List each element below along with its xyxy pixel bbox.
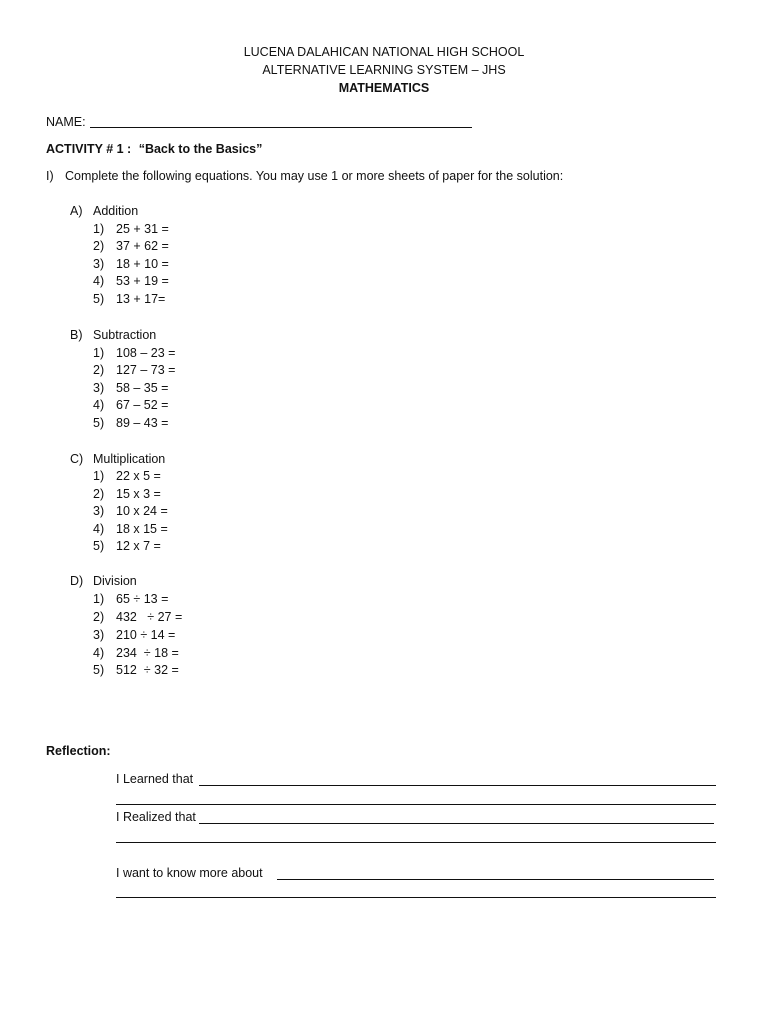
reflection-realized-line[interactable] [199,823,714,824]
reflection-want-more-label: I want to know more about [116,866,263,880]
item-number: 5) [93,539,105,553]
equation: 58 – 35 = [116,381,169,395]
section-letter: B) [70,328,83,342]
equation: 67 – 52 = [116,398,169,412]
equation: 15 x 3 = [116,487,161,501]
instruction-text: Complete the following equations. You may use 1 or more sheets of paper for the solution: [65,169,564,183]
equation: 432 ÷ 27 = [116,610,183,624]
equation: 127 – 73 = [116,363,176,377]
school-name: LUCENA DALAHICAN NATIONAL HIGH SCHOOL [243,45,525,59]
item-number: 4) [93,522,105,536]
activity-label [46,141,262,157]
equation: 210 ÷ 14 = [116,628,176,642]
name-label: NAME: [46,115,86,129]
section-letter: C) [70,452,84,466]
item-number: 1) [93,346,105,360]
reflection-want-more-line-2[interactable] [116,897,716,898]
reflection-learned-line[interactable] [199,785,716,786]
equation: 65 ÷ 13 = [116,592,169,606]
activity-title: “Back to the Basics” [138,142,263,156]
equation: 53 + 19 = [116,274,169,288]
item-number: 5) [93,663,105,677]
item-number: 2) [93,239,105,253]
reflection-learned-label: I Learned that [116,772,194,786]
section-title: Multiplication [93,452,166,466]
item-number: 1) [93,592,105,606]
name-blank-line[interactable] [90,127,472,128]
equation: 18 x 15 = [116,522,168,536]
item-number: 4) [93,646,105,660]
program-name: ALTERNATIVE LEARNING SYSTEM – JHS [262,63,506,77]
reflection-realized-label: I Realized that [116,810,196,824]
equation: 10 x 24 = [116,504,168,518]
item-number: 2) [93,363,105,377]
equation: 234 ÷ 18 = [116,646,179,660]
equation: 512 ÷ 32 = [116,663,179,677]
equation: 18 + 10 = [116,257,169,271]
item-number: 4) [93,274,105,288]
item-number: 3) [93,628,105,642]
subject-title: MATHEMATICS [338,81,430,95]
reflection-want-more-line[interactable] [277,879,714,880]
equation: 12 x 7 = [116,539,161,553]
item-number: 3) [93,257,105,271]
section-letter: A) [70,204,83,218]
item-number: 3) [93,381,105,395]
equation: 13 + 17= [116,292,166,306]
section-title: Addition [93,204,139,218]
equation: 89 – 43 = [116,416,169,430]
item-number: 2) [93,610,105,624]
item-number: 5) [93,416,105,430]
equation: 25 + 31 = [116,222,169,236]
equation: 37 + 62 = [116,239,169,253]
instruction-marker: I) [46,169,54,183]
item-number: 3) [93,504,105,518]
item-number: 4) [93,398,105,412]
reflection-realized-line-2[interactable] [116,842,716,843]
activity-number: ACTIVITY # 1 : [46,142,132,156]
section-title: Subtraction [93,328,157,342]
reflection-heading: Reflection: [46,744,111,758]
item-number: 2) [93,487,105,501]
item-number: 1) [93,469,105,483]
equation: 22 x 5 = [116,469,161,483]
section-title: Division [93,574,137,588]
item-number: 1) [93,222,105,236]
reflection-learned-line-2[interactable] [116,804,716,805]
equation: 108 – 23 = [116,346,176,360]
item-number: 5) [93,292,105,306]
section-letter: D) [70,574,84,588]
